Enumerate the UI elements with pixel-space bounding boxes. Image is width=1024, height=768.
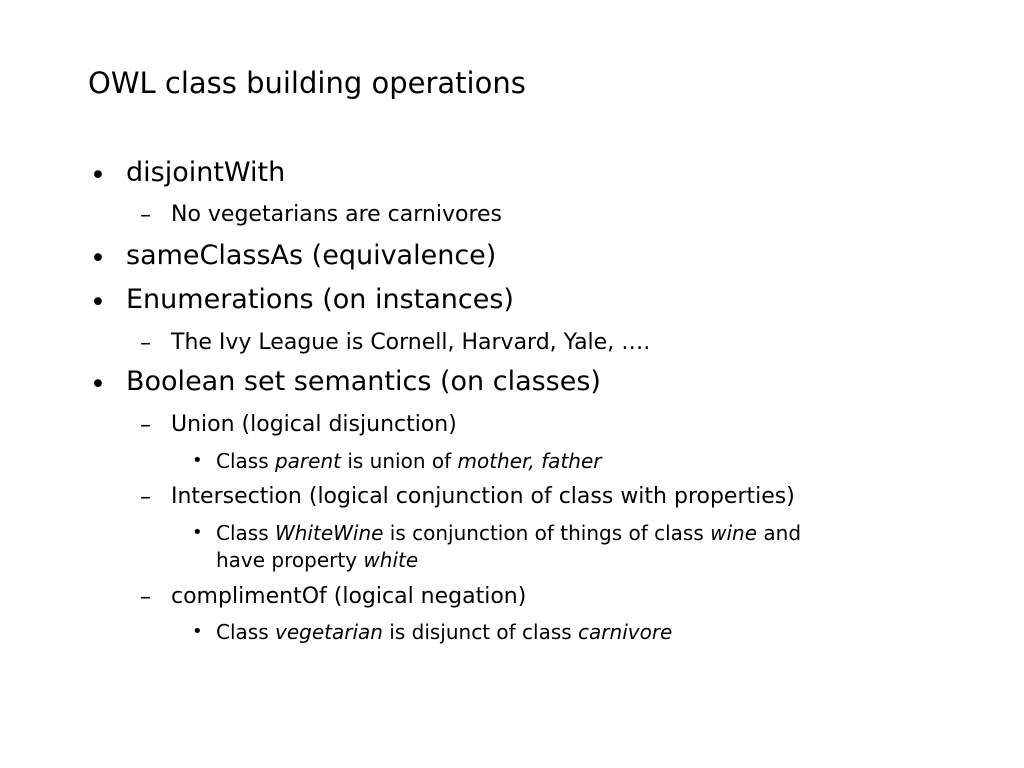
- sub-bullet-complimentof: complimentOf (logical negation): [171, 584, 527, 609]
- sub-sub-bullet-whitewine: [216, 521, 801, 545]
- sub-bullet-marker: –: [140, 585, 151, 610]
- bullet-marker: •: [90, 160, 106, 191]
- bullet-disjointwith: disjointWith: [126, 157, 286, 188]
- text-disjunct: is disjunct of class: [382, 620, 579, 644]
- text-conjunction: is conjunction of things of class: [383, 521, 711, 545]
- slide-title: OWL class building operations: [88, 66, 526, 100]
- sub-bullet-union: Union (logical disjunction): [171, 412, 457, 437]
- bullet-marker: •: [90, 369, 106, 400]
- bullet-boolean-semantics: Boolean set semantics (on classes): [126, 366, 601, 397]
- text-have-property: have property: [216, 548, 364, 572]
- text-class: Class: [216, 620, 275, 644]
- sub-sub-bullet-marker: •: [192, 522, 203, 543]
- text-white: white: [363, 548, 419, 572]
- text-class: Class: [216, 449, 275, 473]
- sub-sub-bullet-vegetarian: [216, 620, 672, 644]
- sub-sub-bullet-whitewine-cont: [216, 548, 418, 572]
- text-parent: parent: [274, 449, 341, 473]
- sub-bullet-marker: –: [140, 485, 151, 510]
- text-whitewine: WhiteWine: [274, 521, 384, 545]
- text-vegetarian: vegetarian: [274, 620, 383, 644]
- sub-bullet-marker: –: [140, 203, 151, 228]
- bullet-marker: •: [90, 287, 106, 318]
- sub-sub-bullet-marker: •: [192, 450, 203, 471]
- sub-bullet-intersection: Intersection (logical conjunction of class with properties): [171, 484, 795, 509]
- sub-bullet-ivy-league: The Ivy League is Cornell, Harvard, Yale, ….: [171, 330, 651, 355]
- sub-sub-bullet-parent: [216, 449, 601, 473]
- bullet-enumerations: Enumerations (on instances): [126, 284, 514, 315]
- bullet-marker: •: [90, 243, 106, 274]
- sub-bullet-marker: –: [140, 413, 151, 438]
- sub-sub-bullet-marker: •: [192, 621, 203, 642]
- text-carnivore: carnivore: [578, 620, 673, 644]
- sub-bullet-vegetarians: No vegetarians are carnivores: [171, 202, 503, 227]
- text-wine: wine: [710, 521, 758, 545]
- sub-bullet-marker: –: [140, 331, 151, 356]
- text-union-of: is union of: [340, 449, 458, 473]
- text-mother-father: mother, father: [457, 449, 602, 473]
- text-and: and: [757, 521, 802, 545]
- text-class: Class: [216, 521, 275, 545]
- bullet-sameclassas: sameClassAs (equivalence): [126, 240, 497, 271]
